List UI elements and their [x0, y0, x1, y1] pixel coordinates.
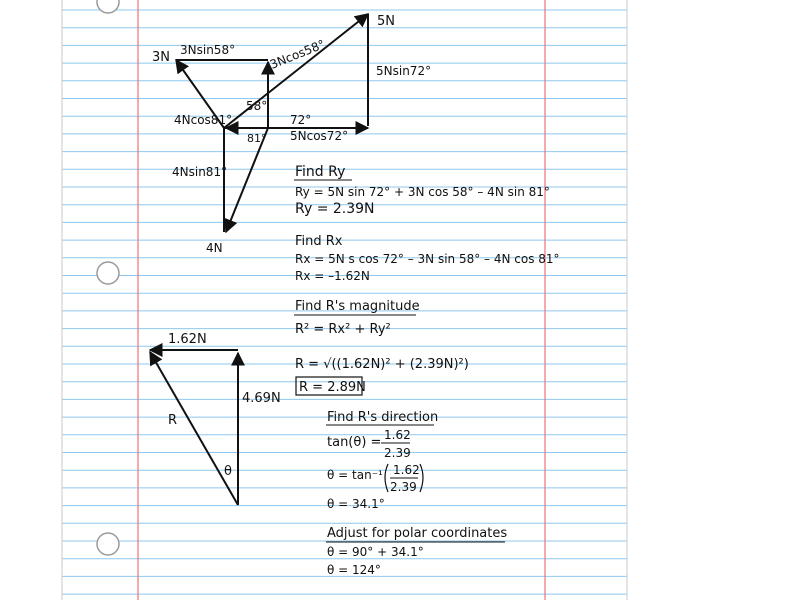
find-rx-equation: Rx = 5N s cos 72° – 3N sin 58° – 4N cos 81° — [295, 252, 560, 266]
tan-lhs: tan(θ) = — [327, 435, 382, 450]
binder-hole-bottom — [97, 533, 119, 555]
magnitude-substitution: R = √((1.62N)² + (2.39N)²) — [295, 357, 469, 372]
find-ry-result: Ry = 2.39N — [295, 201, 375, 217]
binder-hole-middle — [97, 262, 119, 284]
label-3n: 3N — [152, 50, 170, 65]
label-5n: 5N — [377, 14, 395, 29]
label-angle-81: 81° — [247, 132, 267, 145]
triangle-side-label: 4.69N — [242, 391, 281, 406]
magnitude-equation: R² = Rx² + Ry² — [295, 322, 391, 337]
tan-denominator: 2.39 — [384, 446, 411, 460]
inverse-tan-denominator: 2.39 — [390, 480, 417, 494]
label-4n-sin81: 4Nsin81° — [172, 165, 228, 179]
adjust-equation: θ = 90° + 34.1° — [327, 545, 424, 559]
find-direction-heading: Find R's direction — [327, 410, 439, 425]
find-ry-heading: Find Ry — [295, 164, 346, 180]
find-rx-result: Rx = –1.62N — [295, 269, 370, 283]
find-magnitude-heading: Find R's magnitude — [295, 299, 420, 314]
label-3n-cos58: 3Ncos58° — [267, 37, 327, 72]
direction-result: θ = 34.1° — [327, 497, 385, 511]
find-rx-heading: Find Rx — [295, 234, 343, 249]
triangle-top-label: 1.62N — [168, 332, 207, 347]
label-5n-cos72: 5Ncos72° — [290, 129, 349, 143]
label-angle-72: 72° — [290, 113, 312, 127]
inverse-tan-numerator: 1.62 — [393, 463, 420, 477]
label-4n-cos81: 4Ncos81° — [174, 113, 233, 127]
label-angle-58: 58° — [246, 99, 268, 113]
label-4n: 4N — [206, 241, 223, 255]
label-3n-sin58: 3Nsin58° — [180, 43, 236, 57]
magnitude-result: R = 2.89N — [299, 380, 366, 395]
triangle-hypotenuse-label: R — [168, 413, 178, 428]
adjust-heading: Adjust for polar coordinates — [327, 526, 508, 541]
triangle-angle-label: θ — [224, 464, 232, 479]
inverse-tan-lhs: θ = tan⁻¹ — [327, 468, 383, 482]
label-5n-sin72: 5Nsin72° — [376, 64, 432, 78]
adjust-result: θ = 124° — [327, 563, 381, 577]
tan-numerator: 1.62 — [384, 428, 411, 442]
find-ry-equation: Ry = 5N sin 72° + 3N cos 58° – 4N sin 81° — [295, 185, 550, 199]
